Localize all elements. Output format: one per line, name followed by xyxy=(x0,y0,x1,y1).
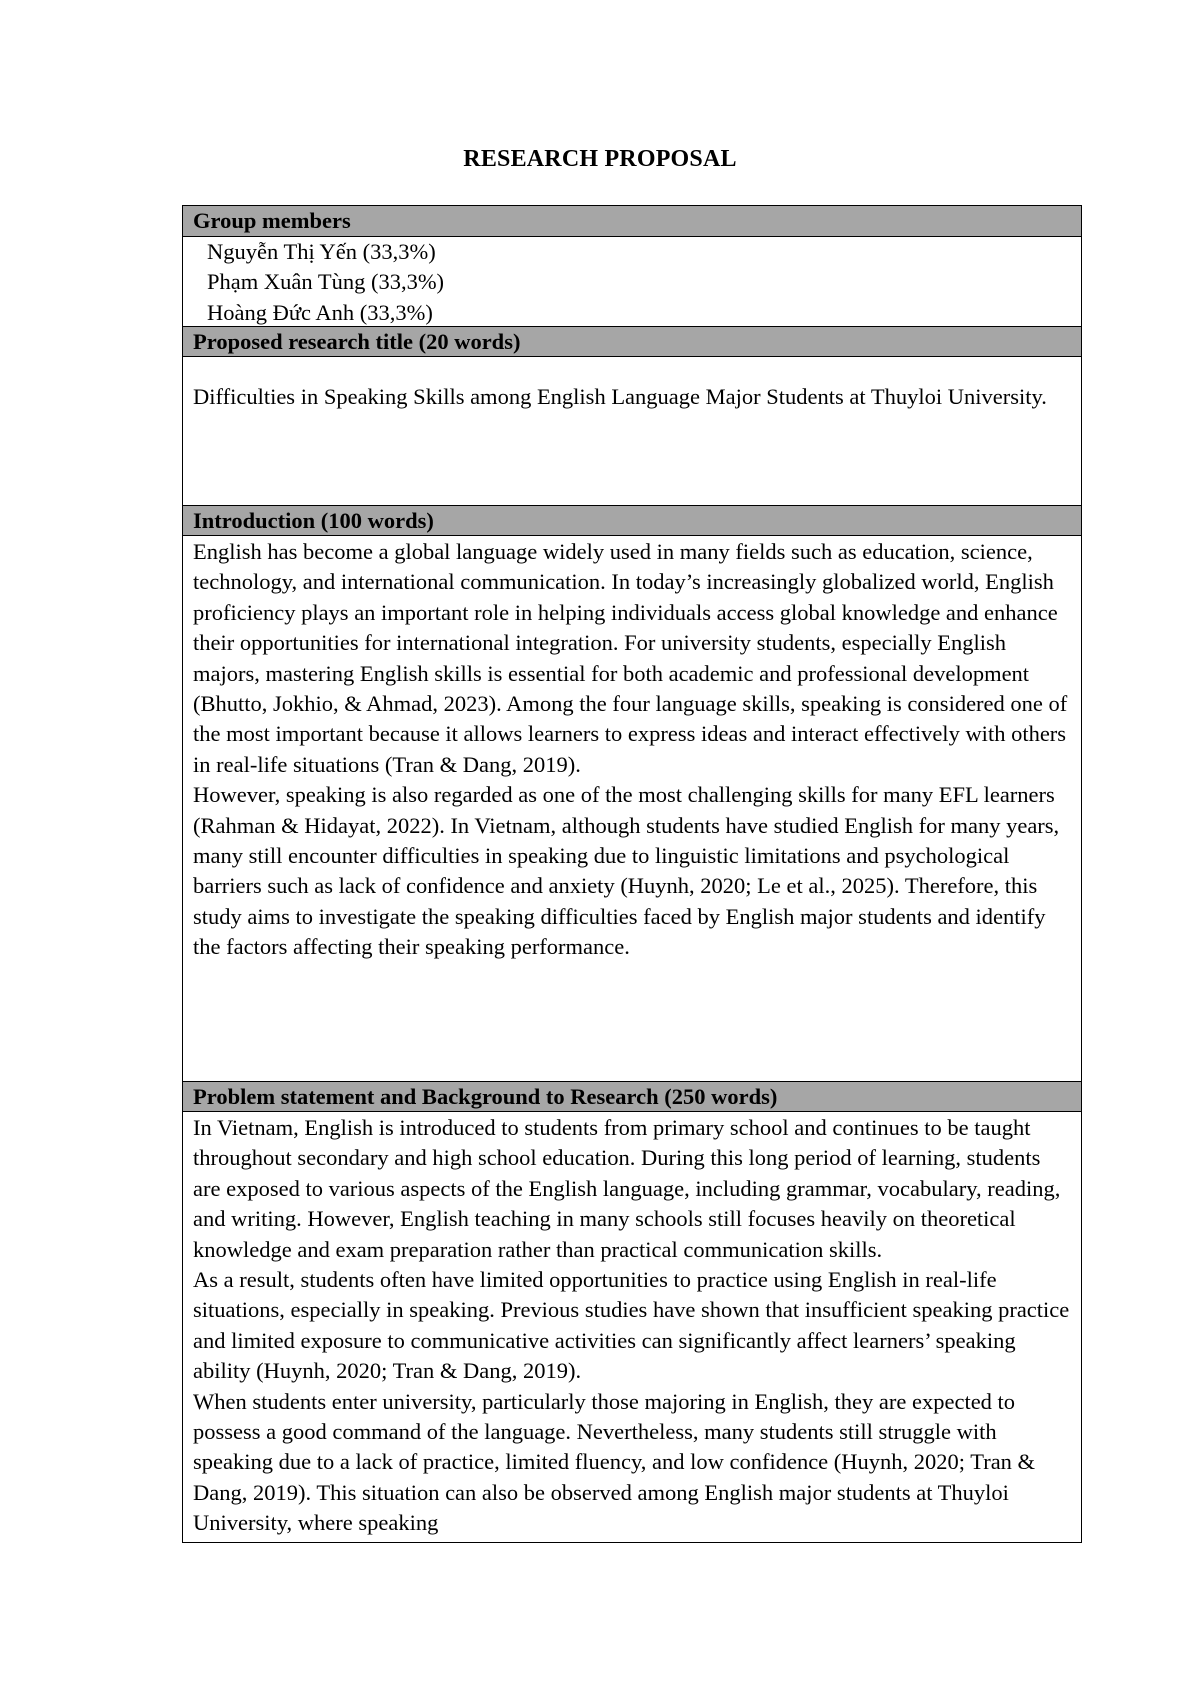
problem-paragraph: As a result, students often have limited opportunities to practice using English in real-life situations, especially in speaking. Previous studies have shown that insufficient speaking practice and limited exposure to communicative activities can significantly affect learners’ speaking ability (Huynh, 2020; Tran & Dang, 2019). xyxy=(193,1267,1070,1384)
research-title-text: Difficulties in Speaking Skills among English Language Major Students at Thuyloi University. xyxy=(193,384,1047,409)
introduction-paragraph: However, speaking is also regarded as one of the most challenging skills for many EFL learners (Rahman & Hidayat, 2022). In Vietnam, although students have studied English for many years, many still encounter difficulties in speaking due to linguistic limitations and psychological barriers such as lack of confidence and anxiety (Huynh, 2020; Le et al., 2025). Therefore, this study aims to investigate the speaking difficulties faced by English major students and identify the factors affecting their speaking performance. xyxy=(193,782,1060,960)
group-members-list xyxy=(183,237,1081,326)
member-item: Phạm Xuân Tùng (33,3%) xyxy=(207,269,445,295)
research-title-body xyxy=(183,357,1081,505)
introduction-body xyxy=(183,536,1081,1081)
section-header-research-title: Proposed research title (20 words) xyxy=(183,326,1081,357)
problem-statement-body xyxy=(183,1112,1081,1543)
page-title: RESEARCH PROPOSAL xyxy=(463,146,737,172)
section-header-introduction: Introduction (100 words) xyxy=(183,505,1081,536)
member-item: Hoàng Đức Anh (33,3%) xyxy=(207,299,433,325)
proposal-table xyxy=(182,205,1082,1543)
problem-paragraph: In Vietnam, English is introduced to students from primary school and continues to be taught throughout secondary and high school education. During this long period of learning, students are exposed to various aspects of the English language, including grammar, vocabulary, reading, and writing. However, English teaching in many schools still focuses heavily on theoretical knowledge and exam preparation rather than practical communication skills. xyxy=(193,1115,1061,1262)
member-item: Nguyễn Thị Yến (33,3%) xyxy=(207,239,436,264)
section-header-problem-statement: Problem statement and Background to Research (250 words) xyxy=(183,1081,1081,1112)
problem-paragraph: When students enter university, particularly those majoring in English, they are expected to possess a good command of the language. Nevertheless, many students still struggle with speaking due to a lack of practice, limited fluency, and low confidence (Huynh, 2020; Tran & Dang, 2019). This situation can also be observed among English major students at Thuyloi University, where speaking xyxy=(193,1388,1036,1536)
introduction-paragraph: English has become a global language widely used in many fields such as education, science, technology, and international communication. In today’s increasingly globalized world, English proficiency plays an important role in helping individuals access global knowledge and enhance their opportunities for international integration. For university students, especially English majors, mastering English skills is essential for both academic and professional development (Bhutto, Jokhio, & Ahmad, 2023). Among the four language skills, speaking is considered one of the most important because it allows learners to express ideas and interact effectively with others in real-life situations (Tran & Dang, 2019). xyxy=(193,539,1068,777)
section-header-group-members: Group members xyxy=(183,206,1081,237)
